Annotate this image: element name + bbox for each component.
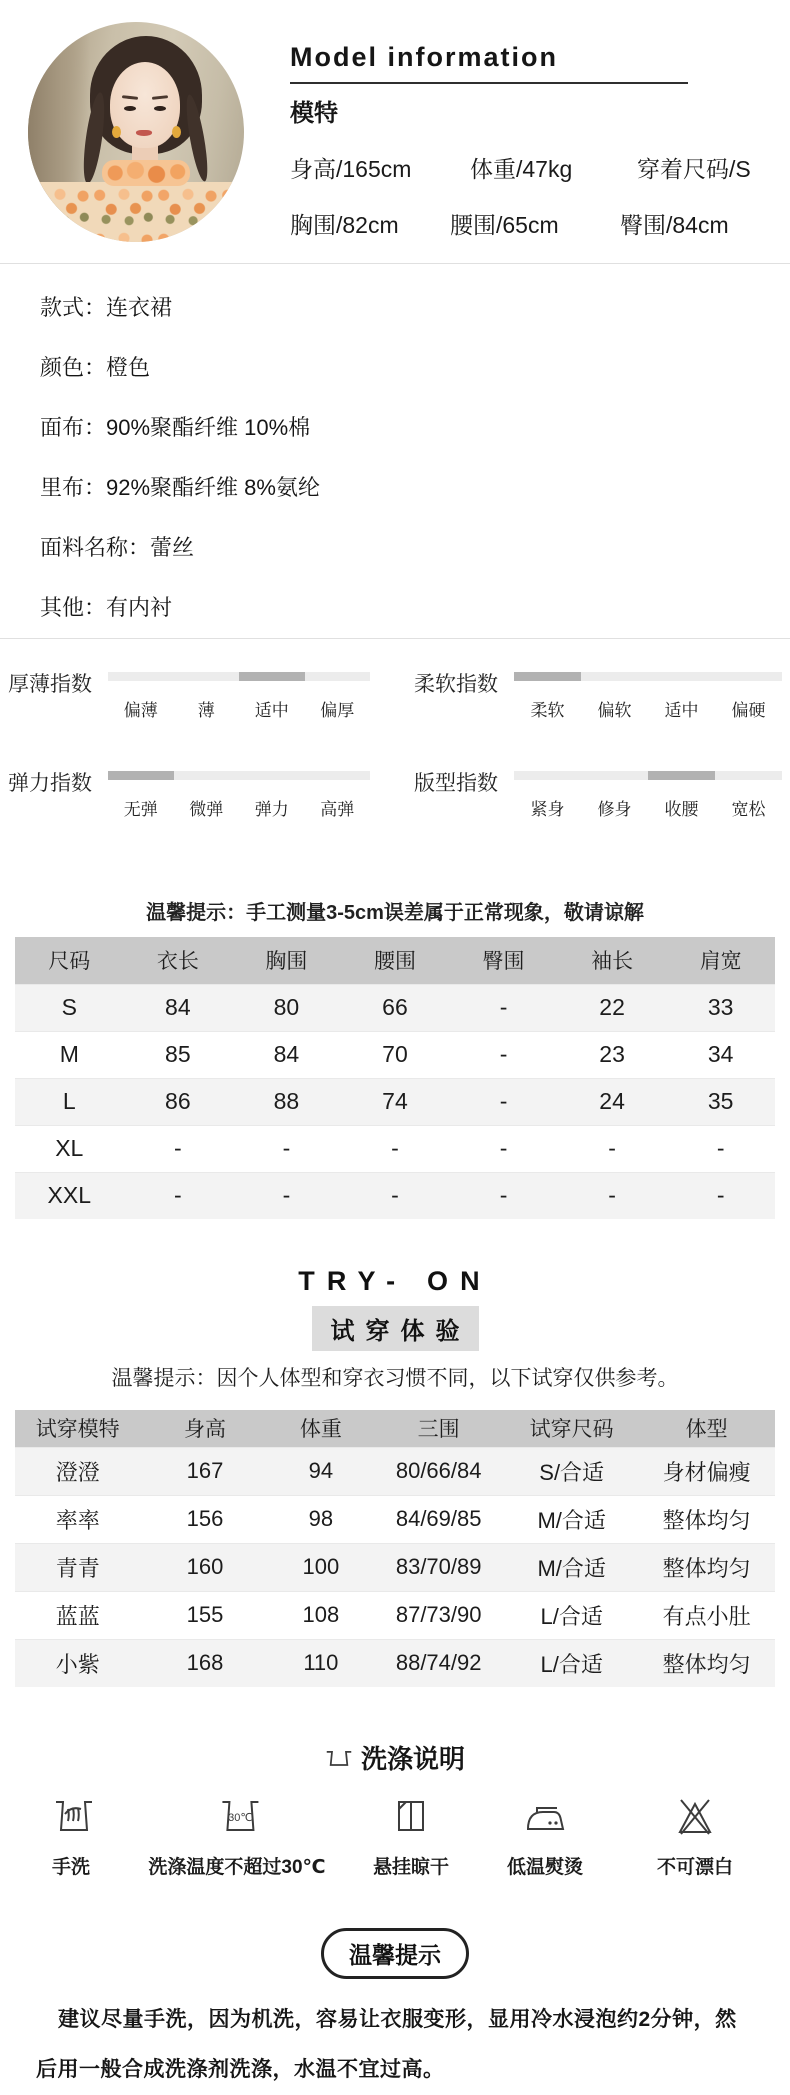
cell: 整体均匀 bbox=[662, 1507, 751, 1533]
washing-item-label: 悬挂晾干 bbox=[372, 1857, 450, 1878]
tryon-title-cn: 试穿体验 bbox=[312, 1306, 479, 1351]
column-header: 胸围 bbox=[232, 937, 341, 984]
cell: 身材偏瘦 bbox=[662, 1459, 751, 1485]
index-level: 适中 bbox=[664, 701, 699, 720]
tryon-table bbox=[15, 1410, 775, 1687]
fabric-index-section bbox=[0, 639, 790, 832]
cell: 156 bbox=[186, 1506, 224, 1531]
index-level: 收腰 bbox=[664, 800, 699, 819]
index-group-thickness bbox=[8, 667, 370, 721]
cell: - bbox=[499, 1088, 508, 1114]
no-bleach-icon bbox=[674, 1794, 716, 1836]
index-level: 微弹 bbox=[189, 800, 224, 819]
cell: XL bbox=[55, 1135, 84, 1161]
cell: 100 bbox=[302, 1554, 340, 1579]
cell: 整体均匀 bbox=[662, 1651, 751, 1677]
index-name: 弹力指数 bbox=[8, 772, 92, 795]
index-level: 薄 bbox=[197, 701, 215, 720]
product-attributes bbox=[0, 264, 790, 638]
cell: 33 bbox=[707, 994, 734, 1020]
washing-item-label: 手洗 bbox=[51, 1857, 90, 1878]
cell: 率率 bbox=[55, 1507, 100, 1533]
earring bbox=[172, 126, 181, 138]
table-row bbox=[15, 1639, 775, 1687]
model-waist: 腰围/65cm bbox=[450, 212, 559, 238]
earring bbox=[112, 126, 121, 138]
index-bar bbox=[108, 771, 370, 780]
cell: 澄澄 bbox=[55, 1459, 100, 1485]
cell: 155 bbox=[186, 1602, 224, 1627]
cell: L/合适 bbox=[540, 1651, 603, 1677]
cell: 84 bbox=[165, 994, 191, 1020]
washing-item-max-30c bbox=[148, 1794, 325, 1879]
cell: 160 bbox=[186, 1554, 224, 1579]
index-bar bbox=[514, 672, 782, 681]
cell: 34 bbox=[707, 1041, 734, 1067]
model-wearing-size: 穿着尺码/S bbox=[637, 156, 751, 182]
index-level: 偏硬 bbox=[731, 701, 766, 720]
cell: 85 bbox=[165, 1041, 191, 1067]
column-header: 臀围 bbox=[449, 937, 558, 984]
model-hip: 臀围/84cm bbox=[620, 212, 729, 238]
cell: 87/73/90 bbox=[395, 1602, 482, 1627]
cell: - bbox=[174, 1182, 182, 1209]
cell: 有点小肚 bbox=[662, 1603, 751, 1629]
section-title-cn: 模特 bbox=[290, 100, 338, 127]
model-eye bbox=[124, 106, 136, 111]
cell: 24 bbox=[599, 1088, 625, 1114]
cell: - bbox=[716, 1135, 725, 1161]
column-header: 体型 bbox=[638, 1410, 775, 1447]
attribute-shell-fabric: 面布：90%聚酯纤维 10%棉 bbox=[40, 415, 311, 440]
model-lips bbox=[136, 130, 152, 136]
attribute-lining-fabric: 里布：92%聚酯纤维 8%氨纶 bbox=[40, 475, 320, 500]
model-eye bbox=[154, 106, 166, 111]
index-level: 高弹 bbox=[320, 800, 355, 819]
cell: 22 bbox=[599, 994, 625, 1020]
index-bar-active-segment bbox=[514, 672, 581, 681]
cell: 84 bbox=[273, 1041, 300, 1067]
table-row bbox=[15, 1031, 775, 1078]
cell: 94 bbox=[308, 1458, 334, 1483]
index-bar-active-segment bbox=[239, 672, 305, 681]
attribute-style: 款式：连衣裙 bbox=[40, 295, 173, 320]
cell: - bbox=[391, 1135, 399, 1161]
model-stats-row bbox=[290, 151, 776, 184]
index-group-fit bbox=[414, 766, 782, 820]
cell: XXL bbox=[47, 1182, 92, 1209]
index-bar-active-segment bbox=[648, 771, 715, 780]
table-row bbox=[15, 1447, 775, 1495]
cell: 167 bbox=[186, 1458, 224, 1483]
index-levels bbox=[514, 795, 782, 820]
washing-item-no-bleach bbox=[657, 1794, 733, 1879]
cell: - bbox=[282, 1135, 291, 1161]
cell: - bbox=[608, 1182, 616, 1209]
cell: 74 bbox=[382, 1088, 408, 1114]
cell: 青青 bbox=[55, 1555, 100, 1581]
column-header: 腰围 bbox=[341, 937, 450, 984]
cell: - bbox=[282, 1182, 291, 1209]
column-header: 肩宽 bbox=[666, 937, 775, 984]
index-levels bbox=[514, 696, 782, 721]
cell: - bbox=[499, 1041, 508, 1067]
low-iron-icon bbox=[523, 1794, 567, 1836]
washing-title-label: 洗涤说明 bbox=[360, 1744, 465, 1774]
model-photo bbox=[28, 22, 244, 242]
model-stats-row bbox=[290, 207, 776, 240]
cell: - bbox=[608, 1135, 616, 1161]
table-header-row bbox=[15, 1410, 775, 1447]
cell: 66 bbox=[382, 994, 408, 1020]
washing-item-hand-wash bbox=[48, 1794, 94, 1879]
washing-symbols-row bbox=[0, 1794, 790, 1886]
tryon-title-en: TRY- ON bbox=[298, 1266, 492, 1296]
cell: L/合适 bbox=[540, 1603, 603, 1629]
column-header: 袖长 bbox=[558, 937, 667, 984]
cell: - bbox=[174, 1135, 182, 1161]
washing-item-label: 不可漂白 bbox=[656, 1857, 734, 1878]
table-row bbox=[15, 1591, 775, 1639]
cell: - bbox=[499, 1135, 508, 1161]
index-level: 无弹 bbox=[123, 800, 158, 819]
cell: 168 bbox=[186, 1650, 224, 1676]
attribute-other: 其他：有内衬 bbox=[40, 595, 173, 620]
model-info-section bbox=[0, 0, 790, 263]
model-bust: 胸围/82cm bbox=[290, 212, 399, 238]
cell: M bbox=[59, 1041, 79, 1067]
table-row bbox=[15, 1543, 775, 1591]
index-group-softness bbox=[414, 667, 782, 721]
attribute-fabric-name: 面料名称：蕾丝 bbox=[40, 535, 195, 560]
cell: - bbox=[716, 1182, 725, 1209]
care-tip-badge: 温馨提示 bbox=[321, 1928, 469, 1979]
column-header: 试穿尺码 bbox=[505, 1410, 638, 1447]
index-row bbox=[8, 766, 782, 820]
cell: S bbox=[61, 994, 77, 1020]
column-header: 三围 bbox=[372, 1410, 505, 1447]
cell: M/合适 bbox=[537, 1555, 606, 1581]
cell: - bbox=[499, 994, 508, 1020]
cell: - bbox=[391, 1182, 399, 1209]
index-level: 修身 bbox=[597, 800, 632, 819]
cell: S/合适 bbox=[539, 1459, 605, 1485]
index-level: 柔软 bbox=[530, 701, 565, 720]
model-dress bbox=[28, 182, 244, 242]
washing-title bbox=[0, 1739, 790, 1776]
cell: 80/66/84 bbox=[395, 1458, 482, 1483]
cell: 80 bbox=[273, 994, 300, 1020]
cell: 98 bbox=[308, 1506, 334, 1531]
index-level: 偏厚 bbox=[320, 701, 355, 720]
model-dress-collar bbox=[102, 160, 190, 186]
hand-wash-icon bbox=[48, 1794, 94, 1836]
washing-item-hang-dry bbox=[373, 1794, 449, 1879]
washing-item-label: 洗涤温度不超过30℃ bbox=[148, 1857, 326, 1878]
hang-dry-icon bbox=[391, 1794, 431, 1836]
section-title-en: Model information bbox=[290, 42, 688, 84]
size-table bbox=[15, 937, 775, 1219]
model-weight: 体重/47kg bbox=[470, 156, 573, 182]
cell: - bbox=[499, 1182, 508, 1209]
index-group-stretch bbox=[8, 766, 370, 820]
wash-basin-icon bbox=[325, 1746, 353, 1770]
tryon-note: 温馨提示：因个人体型和穿衣习惯不同，以下试穿仅供参考。 bbox=[111, 1367, 679, 1390]
column-header: 试穿模特 bbox=[15, 1410, 140, 1447]
cell: M/合适 bbox=[537, 1507, 606, 1533]
index-bar bbox=[108, 672, 370, 681]
column-header: 衣长 bbox=[124, 937, 233, 984]
washing-item-low-iron bbox=[507, 1794, 583, 1879]
table-row bbox=[15, 1495, 775, 1543]
index-level: 宽松 bbox=[731, 800, 766, 819]
cell: 86 bbox=[165, 1088, 191, 1114]
cell: 88/74/92 bbox=[395, 1650, 482, 1676]
index-levels bbox=[108, 696, 370, 721]
tryon-header bbox=[0, 1266, 790, 1351]
column-header: 体重 bbox=[270, 1410, 373, 1447]
column-header: 尺码 bbox=[15, 937, 124, 984]
index-name: 版型指数 bbox=[414, 772, 498, 795]
cell: 108 bbox=[302, 1602, 340, 1627]
column-header: 身高 bbox=[140, 1410, 269, 1447]
cell: 88 bbox=[273, 1088, 300, 1114]
cell: 小紫 bbox=[55, 1651, 100, 1677]
attribute-color: 颜色：橙色 bbox=[40, 355, 151, 380]
model-info-block bbox=[290, 0, 776, 240]
wash-temp-badge: 30℃ bbox=[227, 1812, 253, 1824]
table-row bbox=[15, 1125, 775, 1172]
index-level: 偏软 bbox=[597, 701, 632, 720]
cell: 110 bbox=[303, 1650, 339, 1676]
index-level: 弹力 bbox=[254, 800, 289, 819]
cell: 35 bbox=[707, 1088, 734, 1114]
washing-item-label: 低温熨烫 bbox=[506, 1857, 584, 1878]
index-name: 厚薄指数 bbox=[8, 673, 92, 696]
index-level: 偏薄 bbox=[123, 701, 158, 720]
measurement-note: 温馨提示：手工测量3-5cm误差属于正常现象，敬请谅解 bbox=[146, 902, 644, 924]
index-bar-active-segment bbox=[108, 771, 174, 780]
max-30c-wash-icon bbox=[214, 1794, 260, 1836]
cell: 70 bbox=[382, 1041, 408, 1067]
model-height: 身高/165cm bbox=[290, 156, 412, 182]
cell: 83/70/89 bbox=[395, 1554, 482, 1579]
cell: 23 bbox=[599, 1041, 625, 1067]
table-row bbox=[15, 1172, 775, 1219]
table-row bbox=[15, 984, 775, 1031]
cell: 整体均匀 bbox=[662, 1555, 751, 1581]
cell: L bbox=[62, 1088, 76, 1114]
index-row bbox=[8, 667, 782, 721]
cell: 84/69/85 bbox=[395, 1506, 482, 1531]
index-levels bbox=[108, 795, 370, 820]
cell: 蓝蓝 bbox=[55, 1603, 100, 1629]
table-header-row bbox=[15, 937, 775, 984]
index-name: 柔软指数 bbox=[414, 673, 498, 696]
index-level: 适中 bbox=[254, 701, 289, 720]
care-tip-text: 建议尽量手洗，因为机洗，容易让衣服变形，显用冷水浸泡约2分钟，然后用一般合成洗涤剂洗涤，水温不宜过高。 bbox=[36, 2008, 737, 2081]
index-level: 紧身 bbox=[530, 800, 565, 819]
index-bar bbox=[514, 771, 782, 780]
table-row bbox=[15, 1078, 775, 1125]
